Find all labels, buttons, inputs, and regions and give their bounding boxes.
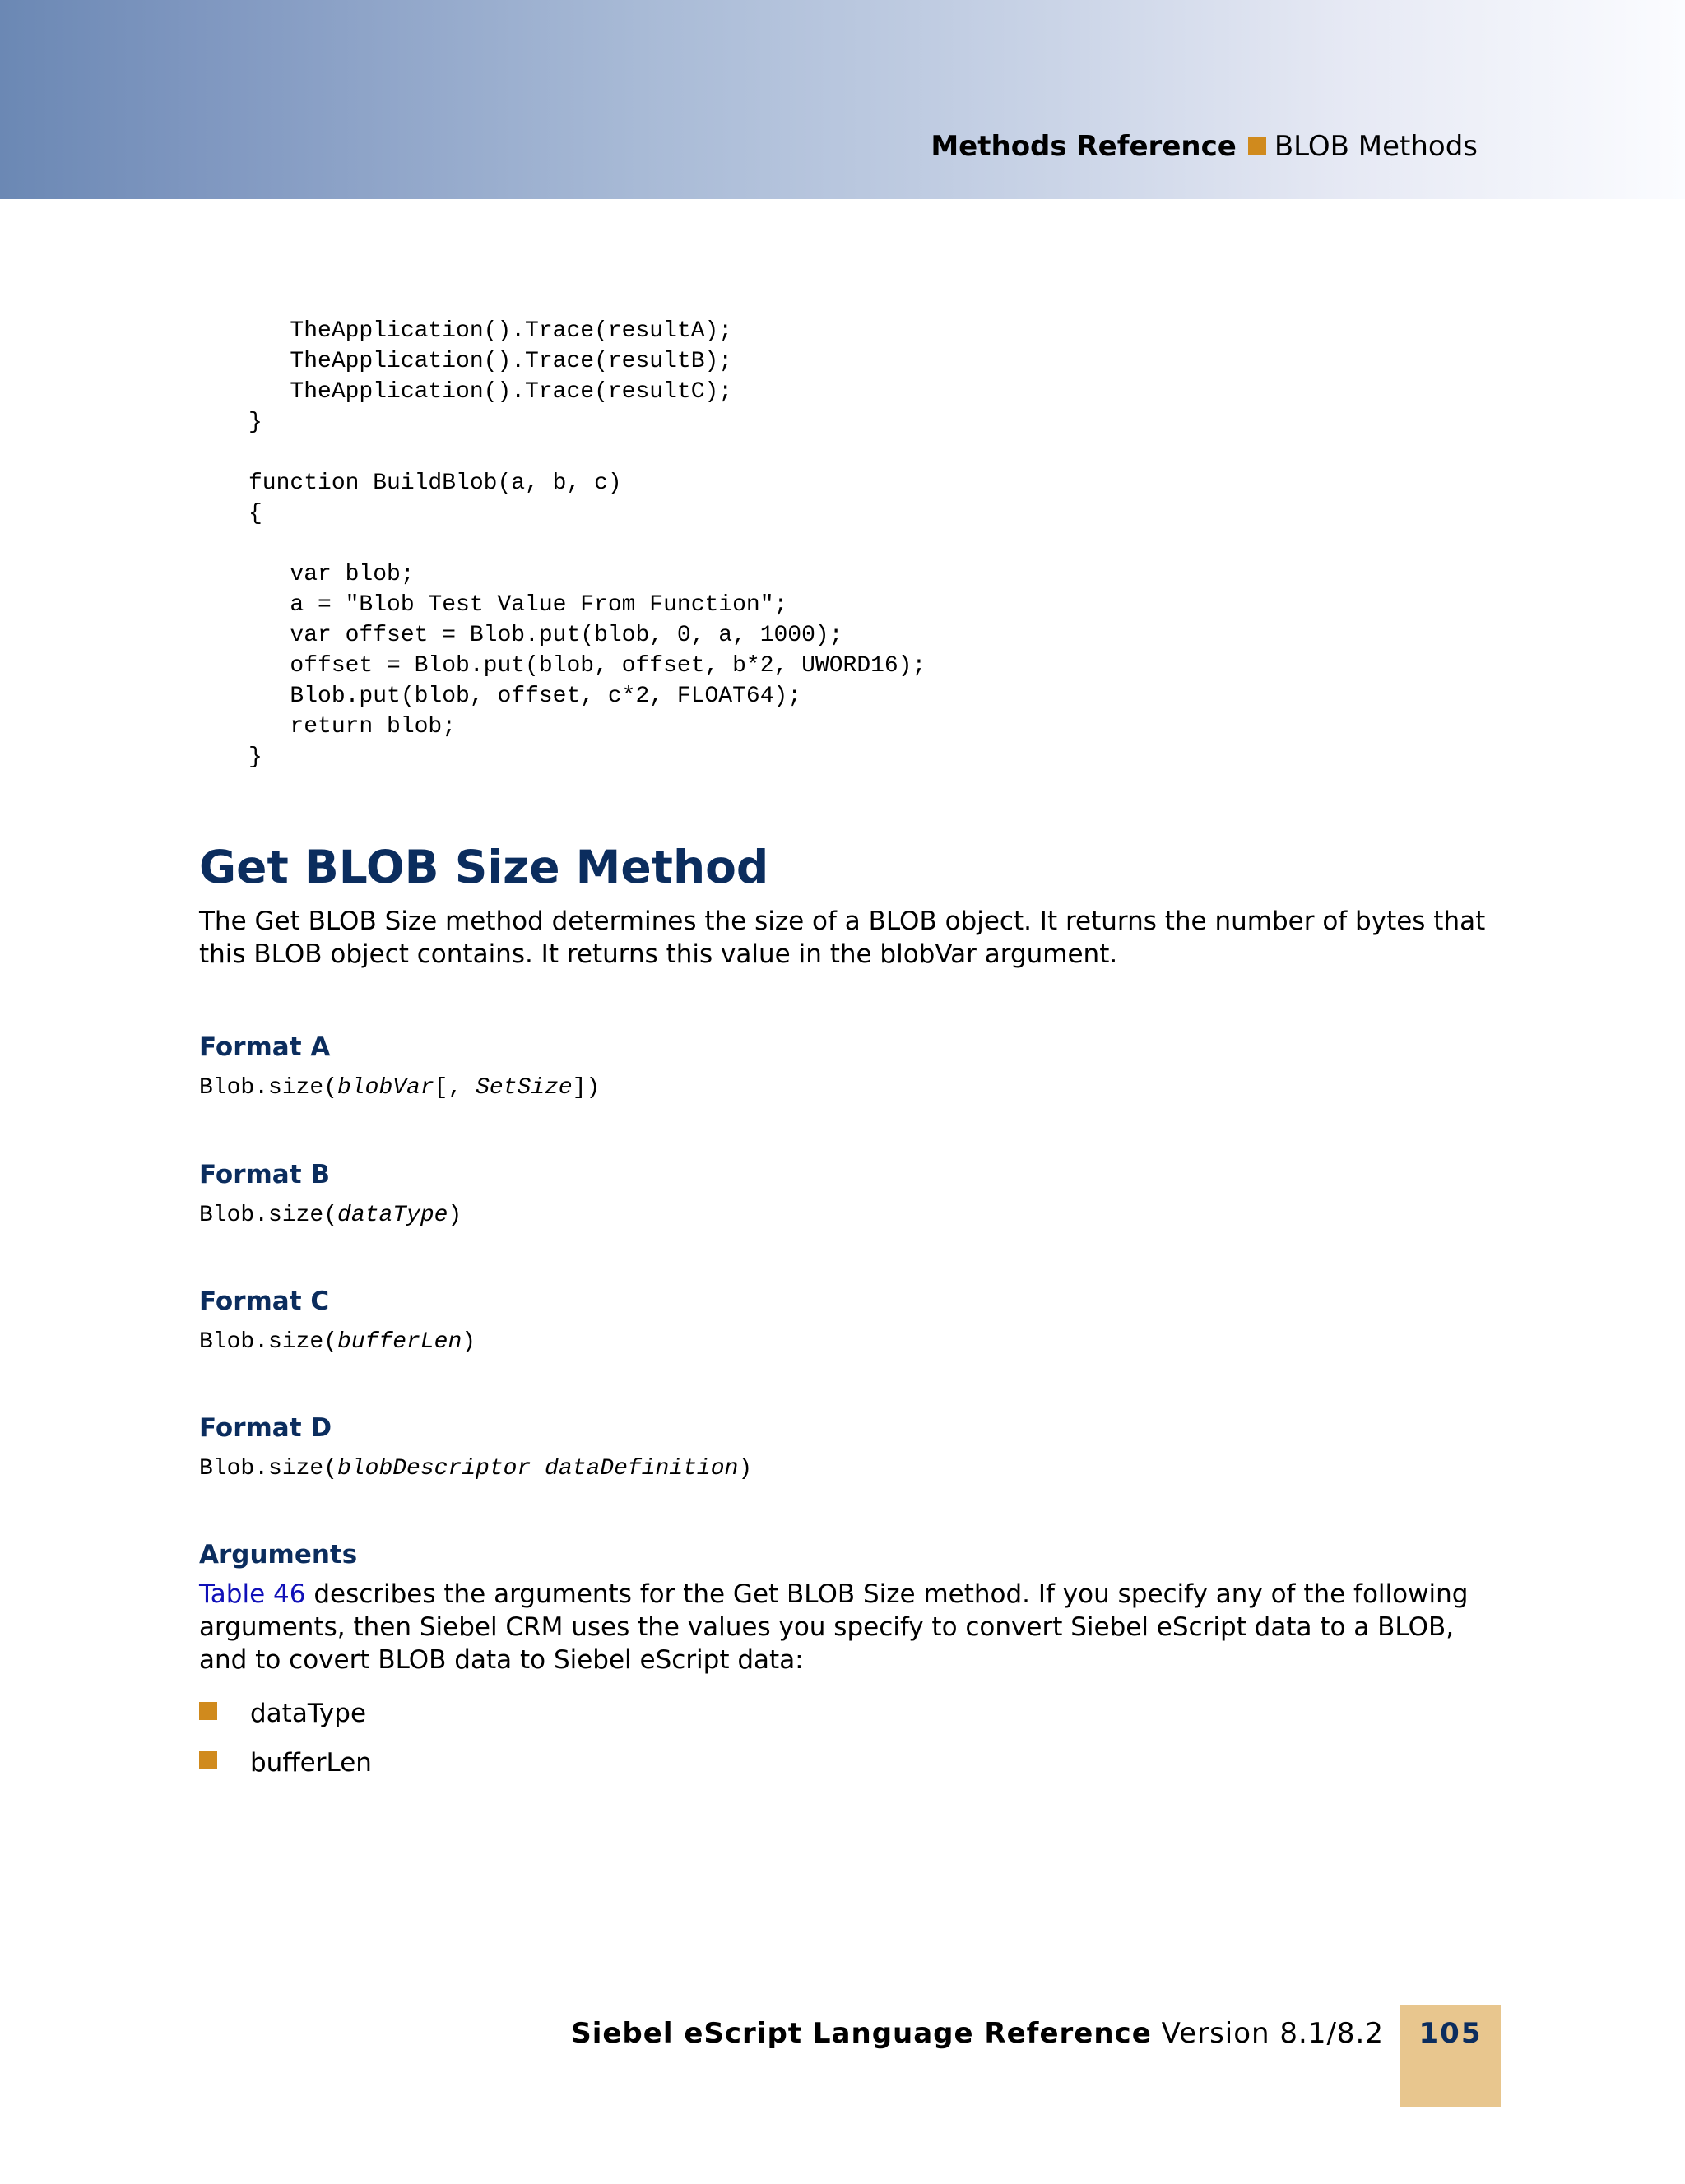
running-head [931,130,1478,163]
bullet-square-icon [199,1702,217,1720]
format-d-suffix: ) [738,1456,753,1482]
table-46-link[interactable]: Table 46 [199,1579,306,1609]
format-c-arg: bufferLen [337,1329,462,1355]
arguments-heading: Arguments [199,1540,358,1570]
section-intro: The Get BLOB Size method determines the size of a BLOB object. It returns the number of bytes that this BLOB object contains. It returns this value in the blobVar argument. [199,907,1486,969]
code-line: return blob; [248,714,457,740]
arguments-paragraph [199,1578,1491,1676]
code-line: } [248,410,262,435]
bullet-square-icon [199,1751,217,1769]
format-c-syntax [199,1328,476,1357]
format-a-syntax [199,1073,600,1103]
code-line: Blob.put(blob, offset, c*2, FLOAT64); [248,684,802,709]
running-head-separator-square [1248,137,1266,155]
bullet-label: bufferLen [250,1748,372,1778]
code-line [248,529,926,559]
running-head-chapter: Methods Reference [931,130,1237,163]
format-c-heading: Format C [199,1287,330,1316]
code-listing [248,316,926,772]
format-d-arg: blobDescriptor dataDefinition [337,1456,739,1482]
footer-title [571,2017,1384,2050]
format-a-suffix: ]) [572,1075,601,1101]
arguments-text: describes the arguments for the Get BLOB Size method. If you specify any of the following arguments, then Siebel CRM uses the values you specify to convert Siebel eScript data to a BLOB, and to covert BLOB data to Siebel eScript data: [199,1579,1469,1675]
format-a-heading: Format A [199,1032,331,1062]
code-line: } [248,744,262,770]
code-line [248,438,926,468]
section-title: Get BLOB Size Method [199,841,769,893]
code-line: offset = Blob.put(blob, offset, b*2, UWORD16); [248,653,926,679]
format-b-arg: dataType [337,1203,448,1228]
format-c-suffix: ) [462,1329,476,1355]
header-band [0,0,1685,199]
running-head-section: BLOB Methods [1274,130,1478,163]
code-line: TheApplication().Trace(resultB); [248,349,733,374]
bullet-item [199,1697,366,1730]
format-b-prefix: Blob.size( [199,1203,338,1228]
format-c-prefix: Blob.size( [199,1329,338,1355]
format-a-arg2: SetSize [476,1075,573,1101]
bullet-item [199,1746,372,1779]
format-a-arg: blobVar [337,1075,434,1101]
page-number-box [1400,2005,1501,2107]
page-number: 105 [1418,2017,1483,2050]
format-a-mid: [, [434,1075,476,1101]
code-line: a = "Blob Test Value From Function"; [248,592,788,618]
format-b-syntax [199,1201,462,1231]
format-b-suffix: ) [448,1203,462,1228]
code-line: function BuildBlob(a, b, c) [248,471,622,496]
footer-version: Version 8.1/8.2 [1161,2017,1384,2050]
code-line: TheApplication().Trace(resultA); [248,318,733,344]
format-a-prefix: Blob.size( [199,1075,338,1101]
format-b-heading: Format B [199,1160,330,1189]
format-d-prefix: Blob.size( [199,1456,338,1482]
code-line: TheApplication().Trace(resultC); [248,379,733,405]
code-line: { [248,501,262,526]
code-line: var offset = Blob.put(blob, 0, a, 1000); [248,623,843,648]
format-d-heading: Format D [199,1413,332,1443]
format-d-syntax [199,1454,752,1484]
footer-book-title: Siebel eScript Language Reference [571,2017,1152,2050]
bullet-label: dataType [250,1699,367,1728]
code-line: var blob; [248,562,415,587]
